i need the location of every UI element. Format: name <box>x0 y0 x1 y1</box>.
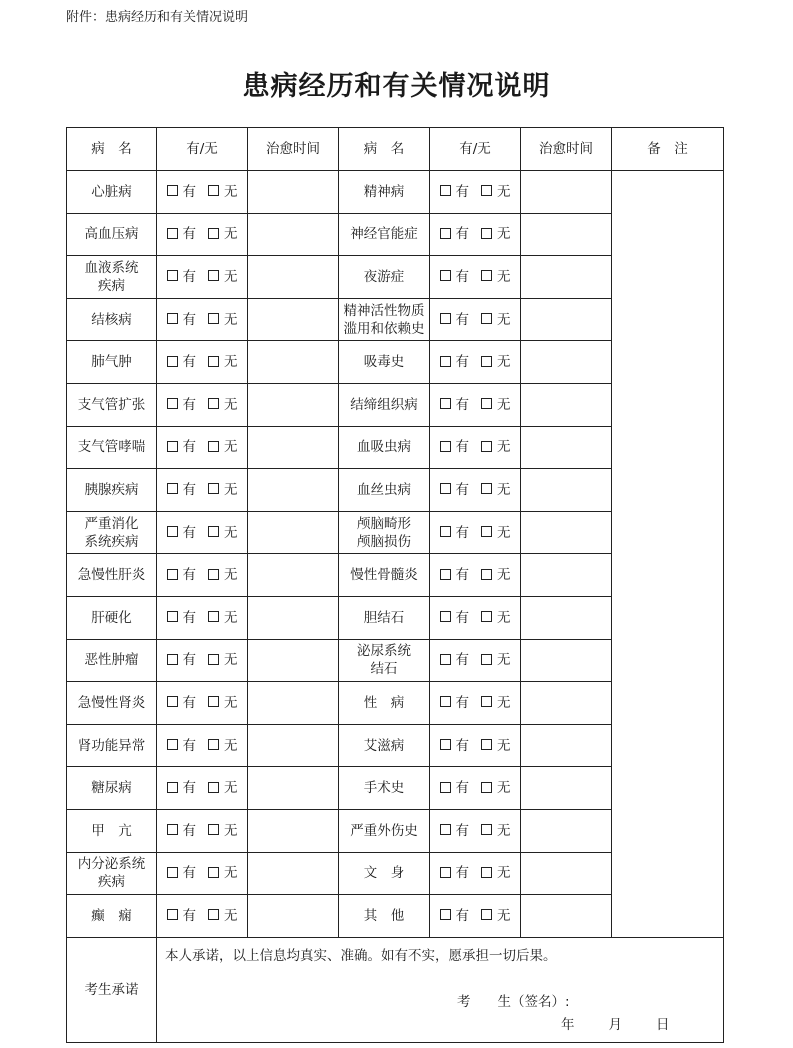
yes-no-cell <box>430 511 521 554</box>
cure-time-cell[interactable] <box>248 682 339 725</box>
yes-no-cell <box>157 426 248 469</box>
checkbox-yes[interactable] <box>167 270 178 281</box>
yes-no-cell <box>430 298 521 341</box>
cure-time-cell[interactable] <box>521 171 612 214</box>
checkbox-no[interactable] <box>208 696 219 707</box>
cure-time-cell[interactable] <box>521 213 612 256</box>
yes-no-cell <box>157 596 248 639</box>
disease-name: 结缔组织病 <box>339 383 430 426</box>
option-no[interactable]: 无 <box>208 311 238 329</box>
disease-name: 肝硬化 <box>67 596 157 639</box>
checkbox-yes[interactable] <box>440 185 451 196</box>
header-cure-time-2: 治愈时间 <box>521 128 612 171</box>
disease-name: 甲 亢 <box>67 809 157 852</box>
yes-no-cell <box>430 341 521 384</box>
cure-time-cell[interactable] <box>248 724 339 767</box>
cure-time-cell[interactable] <box>521 341 612 384</box>
option-no[interactable]: 无 <box>481 694 511 712</box>
checkbox-yes[interactable] <box>167 483 178 494</box>
checkbox-no[interactable] <box>208 654 219 665</box>
yes-no-cell <box>430 213 521 256</box>
yes-no-cell <box>430 426 521 469</box>
cure-time-cell[interactable] <box>248 171 339 214</box>
disease-name: 性 病 <box>339 682 430 725</box>
checkbox-yes[interactable] <box>167 569 178 580</box>
option-no[interactable]: 无 <box>481 737 511 755</box>
checkbox-no[interactable] <box>481 654 492 665</box>
cure-time-cell[interactable] <box>248 469 339 512</box>
checkbox-yes[interactable] <box>167 398 178 409</box>
yes-no-cell <box>430 383 521 426</box>
disease-name: 急慢性肝炎 <box>67 554 157 597</box>
cure-time-cell[interactable] <box>521 554 612 597</box>
checkbox-yes[interactable] <box>167 611 178 622</box>
option-yes[interactable]: 有 <box>167 225 197 243</box>
option-no[interactable]: 无 <box>481 566 511 584</box>
yes-no-cell <box>430 554 521 597</box>
option-yes[interactable]: 有 <box>440 566 470 584</box>
checkbox-no[interactable] <box>481 782 492 793</box>
table-row <box>67 171 724 214</box>
checkbox-no[interactable] <box>481 228 492 239</box>
option-yes[interactable]: 有 <box>440 396 470 414</box>
cure-time-cell[interactable] <box>521 767 612 810</box>
page-title: 患病经历和有关情况说明 <box>242 71 551 102</box>
option-yes[interactable]: 有 <box>440 183 470 201</box>
checkbox-no[interactable] <box>481 185 492 196</box>
yes-no-cell <box>430 809 521 852</box>
remarks-cell[interactable] <box>612 171 724 938</box>
disease-name: 肾功能异常 <box>67 724 157 767</box>
checkbox-yes[interactable] <box>440 654 451 665</box>
cure-time-cell[interactable] <box>521 724 612 767</box>
checkbox-yes[interactable] <box>167 526 178 537</box>
pledge-row <box>67 937 724 1042</box>
header-yes-no-1: 有/无 <box>157 128 248 171</box>
checkbox-yes[interactable] <box>440 611 451 622</box>
option-no[interactable]: 无 <box>208 907 238 925</box>
disease-name: 颅脑畸形 颅脑损伤 <box>339 511 430 554</box>
yes-no-cell <box>157 852 248 895</box>
checkbox-no[interactable] <box>208 739 219 750</box>
cure-time-cell[interactable] <box>248 298 339 341</box>
checkbox-no[interactable] <box>481 739 492 750</box>
option-no[interactable]: 无 <box>208 183 238 201</box>
option-no[interactable]: 无 <box>208 268 238 286</box>
header-cure-time-1: 治愈时间 <box>248 128 339 171</box>
cure-time-cell[interactable] <box>521 256 612 299</box>
checkbox-yes[interactable] <box>440 526 451 537</box>
disease-name: 手术史 <box>339 767 430 810</box>
checkbox-no[interactable] <box>481 824 492 835</box>
yes-no-cell <box>157 639 248 682</box>
cure-time-cell[interactable] <box>521 852 612 895</box>
disease-name: 内分泌系统 疾病 <box>67 852 157 895</box>
cure-time-cell[interactable] <box>521 682 612 725</box>
option-yes[interactable]: 有 <box>167 694 197 712</box>
option-yes[interactable]: 有 <box>167 566 197 584</box>
cure-time-cell[interactable] <box>521 895 612 938</box>
option-yes[interactable]: 有 <box>167 311 197 329</box>
disease-name: 结核病 <box>67 298 157 341</box>
option-yes[interactable]: 有 <box>167 481 197 499</box>
option-yes[interactable]: 有 <box>440 737 470 755</box>
cure-time-cell[interactable] <box>248 554 339 597</box>
option-no[interactable]: 无 <box>481 311 511 329</box>
option-yes[interactable]: 有 <box>167 438 197 456</box>
cure-time-cell[interactable] <box>248 426 339 469</box>
checkbox-yes[interactable] <box>440 909 451 920</box>
yes-no-cell <box>157 895 248 938</box>
header-yes-no-2: 有/无 <box>430 128 521 171</box>
option-yes[interactable]: 有 <box>167 268 197 286</box>
disease-name: 艾滋病 <box>339 724 430 767</box>
checkbox-no[interactable] <box>208 526 219 537</box>
checkbox-no[interactable] <box>481 909 492 920</box>
yes-no-cell <box>157 341 248 384</box>
checkbox-yes[interactable] <box>167 909 178 920</box>
cure-time-cell[interactable] <box>521 596 612 639</box>
cure-time-cell[interactable] <box>248 895 339 938</box>
checkbox-yes[interactable] <box>440 313 451 324</box>
option-yes[interactable]: 有 <box>167 609 197 627</box>
checkbox-no[interactable] <box>208 441 219 452</box>
cure-time-cell[interactable] <box>521 639 612 682</box>
disease-name: 血液系统 疾病 <box>67 256 157 299</box>
checkbox-yes[interactable] <box>440 824 451 835</box>
checkbox-no[interactable] <box>208 611 219 622</box>
option-yes[interactable]: 有 <box>167 524 197 542</box>
checkbox-no[interactable] <box>208 356 219 367</box>
disease-name: 吸毒史 <box>339 341 430 384</box>
cure-time-cell[interactable] <box>248 852 339 895</box>
option-no[interactable]: 无 <box>481 524 511 542</box>
attachment-label: 附件：患病经历和有关情况说明 <box>66 10 249 25</box>
yes-no-cell <box>157 171 248 214</box>
option-yes[interactable]: 有 <box>440 651 470 669</box>
option-yes[interactable]: 有 <box>440 907 470 925</box>
disease-name: 高血压病 <box>67 213 157 256</box>
disease-name: 支气管哮喘 <box>67 426 157 469</box>
option-yes[interactable]: 有 <box>167 822 197 840</box>
option-no[interactable]: 无 <box>208 737 238 755</box>
yes-no-cell <box>430 852 521 895</box>
yes-no-cell <box>157 213 248 256</box>
disease-name: 严重外伤史 <box>339 809 430 852</box>
disease-name: 夜游症 <box>339 256 430 299</box>
checkbox-no[interactable] <box>208 909 219 920</box>
disease-name: 血丝虫病 <box>339 469 430 512</box>
option-no[interactable]: 无 <box>208 822 238 840</box>
checkbox-yes[interactable] <box>440 483 451 494</box>
option-yes[interactable]: 有 <box>167 651 197 669</box>
medical-history-table <box>66 127 724 1043</box>
checkbox-no[interactable] <box>481 526 492 537</box>
yes-no-cell <box>430 469 521 512</box>
disease-name: 泌尿系统 结石 <box>339 639 430 682</box>
option-yes[interactable]: 有 <box>440 353 470 371</box>
option-yes[interactable]: 有 <box>440 524 470 542</box>
cure-time-cell[interactable] <box>248 383 339 426</box>
option-no[interactable]: 无 <box>208 225 238 243</box>
signature-field[interactable]: 考 生（签名）: <box>457 993 570 1010</box>
header-disease-1: 病 名 <box>67 128 157 171</box>
option-yes[interactable]: 有 <box>440 438 470 456</box>
checkbox-yes[interactable] <box>440 228 451 239</box>
cure-time-cell[interactable] <box>248 341 339 384</box>
checkbox-no[interactable] <box>481 398 492 409</box>
checkbox-yes[interactable] <box>167 739 178 750</box>
option-no[interactable]: 无 <box>481 609 511 627</box>
checkbox-no[interactable] <box>481 696 492 707</box>
yes-no-cell <box>157 511 248 554</box>
checkbox-yes[interactable] <box>167 228 178 239</box>
option-no[interactable]: 无 <box>481 907 511 925</box>
yes-no-cell <box>157 383 248 426</box>
option-no[interactable]: 无 <box>481 651 511 669</box>
disease-name: 心脏病 <box>67 171 157 214</box>
cure-time-cell[interactable] <box>521 809 612 852</box>
option-no[interactable]: 无 <box>208 524 238 542</box>
checkbox-no[interactable] <box>481 483 492 494</box>
option-no[interactable]: 无 <box>208 651 238 669</box>
option-no[interactable]: 无 <box>481 864 511 882</box>
option-yes[interactable]: 有 <box>440 822 470 840</box>
day-label: 日 <box>656 1016 670 1033</box>
disease-name: 糖尿病 <box>67 767 157 810</box>
option-yes[interactable]: 有 <box>440 225 470 243</box>
checkbox-yes[interactable] <box>440 739 451 750</box>
checkbox-no[interactable] <box>208 398 219 409</box>
checkbox-yes[interactable] <box>440 398 451 409</box>
option-yes[interactable]: 有 <box>440 694 470 712</box>
cure-time-cell[interactable] <box>248 767 339 810</box>
checkbox-yes[interactable] <box>167 867 178 878</box>
yes-no-cell <box>157 809 248 852</box>
cure-time-cell[interactable] <box>521 298 612 341</box>
checkbox-yes[interactable] <box>440 441 451 452</box>
option-no[interactable]: 无 <box>208 481 238 499</box>
yes-no-cell <box>430 256 521 299</box>
checkbox-no[interactable] <box>208 228 219 239</box>
option-yes[interactable]: 有 <box>167 353 197 371</box>
checkbox-no[interactable] <box>208 569 219 580</box>
disease-name: 严重消化 系统疾病 <box>67 511 157 554</box>
header-remarks: 备 注 <box>612 128 724 171</box>
cure-time-cell[interactable] <box>248 213 339 256</box>
option-no[interactable]: 无 <box>481 822 511 840</box>
option-no[interactable]: 无 <box>208 864 238 882</box>
checkbox-yes[interactable] <box>167 313 178 324</box>
option-no[interactable]: 无 <box>208 694 238 712</box>
checkbox-no[interactable] <box>208 270 219 281</box>
disease-name: 精神活性物质 滥用和依赖史 <box>339 298 430 341</box>
month-label: 月 <box>608 1016 622 1033</box>
yes-no-cell <box>157 298 248 341</box>
checkbox-no[interactable] <box>481 356 492 367</box>
yes-no-cell <box>157 554 248 597</box>
yes-no-cell <box>430 682 521 725</box>
option-yes[interactable]: 有 <box>440 864 470 882</box>
yes-no-cell <box>430 639 521 682</box>
disease-name: 癫 痫 <box>67 895 157 938</box>
checkbox-no[interactable] <box>481 867 492 878</box>
yes-no-cell <box>157 724 248 767</box>
option-yes[interactable]: 有 <box>440 481 470 499</box>
checkbox-no[interactable] <box>481 611 492 622</box>
checkbox-no[interactable] <box>481 569 492 580</box>
cure-time-cell[interactable] <box>248 511 339 554</box>
checkbox-no[interactable] <box>208 867 219 878</box>
disease-name: 急慢性肾炎 <box>67 682 157 725</box>
option-no[interactable]: 无 <box>481 353 511 371</box>
yes-no-cell <box>430 596 521 639</box>
pledge-cell <box>157 937 724 1042</box>
cure-time-cell[interactable] <box>248 809 339 852</box>
checkbox-yes[interactable] <box>440 569 451 580</box>
option-no[interactable]: 无 <box>481 438 511 456</box>
checkbox-no[interactable] <box>208 782 219 793</box>
checkbox-yes[interactable] <box>440 696 451 707</box>
yes-no-cell <box>430 895 521 938</box>
option-yes[interactable]: 有 <box>167 779 197 797</box>
cure-time-cell[interactable] <box>248 639 339 682</box>
yes-no-cell <box>157 256 248 299</box>
cure-time-cell[interactable] <box>248 596 339 639</box>
option-no[interactable]: 无 <box>208 353 238 371</box>
option-yes[interactable]: 有 <box>440 779 470 797</box>
pledge-label: 考生承诺 <box>67 937 157 1042</box>
yes-no-cell <box>430 724 521 767</box>
disease-name: 胆结石 <box>339 596 430 639</box>
disease-name: 胰腺疾病 <box>67 469 157 512</box>
option-no[interactable]: 无 <box>481 396 511 414</box>
checkbox-no[interactable] <box>208 313 219 324</box>
checkbox-yes[interactable] <box>167 441 178 452</box>
checkbox-yes[interactable] <box>167 356 178 367</box>
disease-name: 慢性骨髓炎 <box>339 554 430 597</box>
yes-no-cell <box>157 682 248 725</box>
header-disease-2: 病 名 <box>339 128 430 171</box>
checkbox-yes[interactable] <box>167 782 178 793</box>
option-no[interactable]: 无 <box>208 396 238 414</box>
option-no[interactable]: 无 <box>208 609 238 627</box>
disease-name: 神经官能症 <box>339 213 430 256</box>
pledge-text: 本人承诺，以上信息均真实、准确。如有不实，愿承担一切后果。 <box>165 947 557 964</box>
checkbox-yes[interactable] <box>167 696 178 707</box>
disease-name: 肺气肿 <box>67 341 157 384</box>
cure-time-cell[interactable] <box>521 383 612 426</box>
checkbox-no[interactable] <box>481 313 492 324</box>
checkbox-yes[interactable] <box>440 270 451 281</box>
option-no[interactable]: 无 <box>481 183 511 201</box>
checkbox-yes[interactable] <box>440 356 451 367</box>
checkbox-yes[interactable] <box>167 654 178 665</box>
option-yes[interactable]: 有 <box>440 609 470 627</box>
option-no[interactable]: 无 <box>481 268 511 286</box>
option-yes[interactable]: 有 <box>167 396 197 414</box>
yes-no-cell <box>430 767 521 810</box>
cure-time-cell[interactable] <box>521 469 612 512</box>
option-no[interactable]: 无 <box>208 438 238 456</box>
table-header-row <box>67 128 724 171</box>
disease-name: 精神病 <box>339 171 430 214</box>
year-label: 年 <box>561 1016 575 1033</box>
cure-time-cell[interactable] <box>521 511 612 554</box>
checkbox-no[interactable] <box>208 824 219 835</box>
yes-no-cell <box>157 767 248 810</box>
checkbox-yes[interactable] <box>167 185 178 196</box>
checkbox-no[interactable] <box>208 185 219 196</box>
option-no[interactable]: 无 <box>208 566 238 584</box>
checkbox-no[interactable] <box>481 441 492 452</box>
yes-no-cell <box>157 469 248 512</box>
disease-name: 文 身 <box>339 852 430 895</box>
disease-name: 其 他 <box>339 895 430 938</box>
disease-name: 血吸虫病 <box>339 426 430 469</box>
disease-name: 恶性肿瘤 <box>67 639 157 682</box>
cure-time-cell[interactable] <box>248 256 339 299</box>
yes-no-cell <box>430 171 521 214</box>
date-field[interactable] <box>561 1016 670 1034</box>
checkbox-no[interactable] <box>481 270 492 281</box>
option-yes[interactable]: 有 <box>167 737 197 755</box>
checkbox-yes[interactable] <box>167 824 178 835</box>
option-yes[interactable]: 有 <box>440 268 470 286</box>
disease-name: 支气管扩张 <box>67 383 157 426</box>
checkbox-yes[interactable] <box>440 782 451 793</box>
option-yes[interactable]: 有 <box>440 311 470 329</box>
option-no[interactable]: 无 <box>481 481 511 499</box>
option-yes[interactable]: 有 <box>167 864 197 882</box>
option-no[interactable]: 无 <box>481 225 511 243</box>
cure-time-cell[interactable] <box>521 426 612 469</box>
option-yes[interactable]: 有 <box>167 183 197 201</box>
option-no[interactable]: 无 <box>481 779 511 797</box>
option-no[interactable]: 无 <box>208 779 238 797</box>
option-yes[interactable]: 有 <box>167 907 197 925</box>
checkbox-yes[interactable] <box>440 867 451 878</box>
checkbox-no[interactable] <box>208 483 219 494</box>
